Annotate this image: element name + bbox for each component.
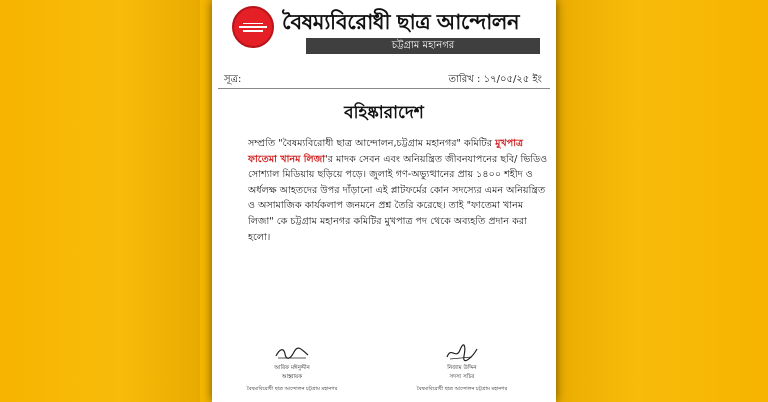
- logo-mark-line: [239, 26, 267, 28]
- body-paragraph: [248, 136, 548, 245]
- signature-left-mark: [272, 344, 312, 362]
- reference-label: সূত্র:: [224, 74, 242, 85]
- signature-left-name: আরিফ মঈনুদ্দীন: [274, 365, 310, 371]
- signature-right-mark: [442, 344, 482, 362]
- document-page: [212, 0, 556, 402]
- signature-right-name: নিজাম উদ্দিন: [447, 365, 477, 371]
- branch-bar: [306, 38, 540, 54]
- signature-right-role: সদস্য সচিব: [449, 374, 475, 380]
- signature-block-left: [212, 344, 372, 394]
- organization-logo: [232, 6, 274, 48]
- header-divider: [218, 88, 550, 89]
- logo-mark-line: [243, 30, 263, 32]
- document-title: বহিষ্কারাদেশ: [344, 103, 424, 123]
- body-text-part2: 'র মাদক সেবন এবং অনিয়ন্ত্রিত জীবনযাপনের ছবি/ ভিডিও সোশ্যাল মিডিয়ায় ছড়িয়ে পড়ে। জুলাই গণ-অভ্যুত্থানের প্রায় ১৪০০ শহীদ ও অর্ধলক্ষ আহতদের উপর দাঁড়ানো এই প্লাটফর্মের কোন সদস্যের এমন অনিয়ন্ত্রিত ও অসামাজিক কার্যকলাপ জনমনে প্রশ্ন তৈরি করেছে। তাই "ফাতেমা খানম লিজা" কে চট্টগ্রাম মহানগর কমিটির মুখপাত্র পদ থেকে অব্যহতি প্রদান করা হলো।: [248, 153, 548, 243]
- organization-name: বৈষম্যবিরোধী ছাত্র আন্দোলন: [282, 9, 519, 34]
- branch-name: চট্টগ্রাম মহানগর: [391, 40, 455, 51]
- signature-left-role: আহ্বায়ক: [281, 374, 303, 380]
- signature-right-org: বৈষম্যবিরোধী ছাত্র আন্দোলন চট্টগ্রাম মহানগর: [416, 386, 508, 392]
- date-text: তারিখ : ১৭/০৫/২৫ ইং: [448, 74, 542, 85]
- background-left: [0, 0, 200, 402]
- signature-block-right: [382, 344, 542, 394]
- logo-mark-line: [243, 23, 263, 25]
- background-right: [548, 0, 768, 402]
- signature-left-org: বৈষম্যবিরোধী ছাত্র আন্দোলন চট্টগ্রাম মহানগর: [246, 386, 338, 392]
- body-highlight: মুখপাত্র ফাতেমা খানম লিজা: [248, 138, 524, 165]
- body-text-part1: সম্প্রতি "বৈষম্যবিরোধী ছাত্র আন্দোলন,চট্টগ্রাম মহানগর" কমিটির: [248, 138, 496, 149]
